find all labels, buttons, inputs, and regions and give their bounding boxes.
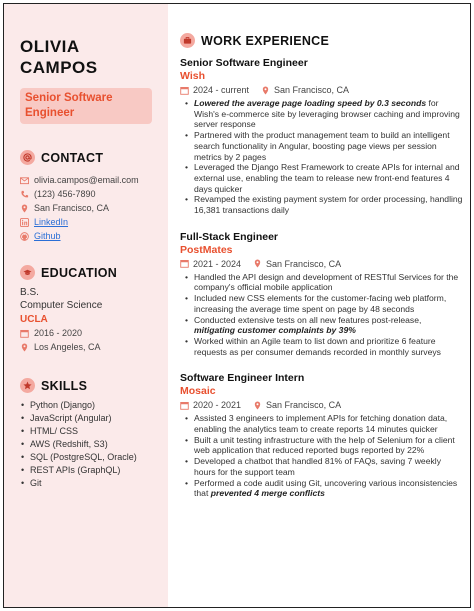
education-header xyxy=(20,265,156,280)
job-title-line1: Senior Software xyxy=(25,92,113,104)
main-column xyxy=(180,33,464,499)
job-bullet xyxy=(180,413,464,434)
contact-location xyxy=(20,201,156,215)
job-bullet xyxy=(180,315,464,336)
bullet-text: Included new CSS elements for the customer-facing web platform, increasing the average time spent on page by 48 seconds xyxy=(194,293,447,314)
github-icon xyxy=(20,232,29,241)
bullet-text: Worked within an Agile team to list down and prioritize 6 feature requests as per consumer demands recorded in monthly surveys xyxy=(194,335,441,357)
job-entry xyxy=(180,57,464,216)
phone-icon xyxy=(20,190,29,199)
bullet-text: for Wish's e-commerce site by leveraging browser caching and improving server response xyxy=(194,98,460,130)
job-bullet xyxy=(180,98,464,130)
skills-header xyxy=(20,378,156,393)
job-location-text: San Francisco, CA xyxy=(266,258,342,269)
job-company: Mosaic xyxy=(180,385,216,398)
pin-icon xyxy=(261,86,270,95)
last-name: CAMPOS xyxy=(20,58,98,77)
contact-email[interactable] xyxy=(20,173,156,187)
school: UCLA xyxy=(20,314,48,325)
job-bullet xyxy=(180,478,464,499)
education-location xyxy=(20,340,156,354)
job-bullet xyxy=(180,293,464,314)
pin-icon xyxy=(20,343,29,352)
contact-linkedin[interactable] xyxy=(20,215,156,229)
bullet-text: Partnered with the product management team to build an intelligent search functionality in Angular, boosting page views per session metrics by 2 pages xyxy=(194,130,450,162)
job-title-line2: Engineer xyxy=(25,107,75,119)
job-role: Full-Stack Engineer xyxy=(180,230,279,243)
job-dates: 2020 - 2021 xyxy=(193,400,242,411)
education-dates-text: 2016 - 2020 xyxy=(34,327,83,338)
skill-item: • REST APIs (GraphQL) xyxy=(20,465,156,478)
github-link[interactable]: Github xyxy=(34,231,61,241)
job-dates: 2024 - current xyxy=(193,85,250,95)
education-block xyxy=(20,286,156,354)
skill-item: • Python (Django) xyxy=(20,400,156,413)
contact-header xyxy=(20,150,156,165)
bullet-text: Revamped the existing payment system for order processing, handling 16,381 transactions daily xyxy=(194,194,463,216)
at-icon xyxy=(20,150,35,165)
calendar-icon xyxy=(180,259,189,268)
contact-github[interactable] xyxy=(20,229,156,243)
job-location-text: San Francisco, CA xyxy=(274,85,350,95)
job-bullet xyxy=(180,456,464,477)
job-dates: 2021 - 2024 xyxy=(193,258,242,269)
bullet-text: Leveraged the Django Rest Framework to create APIs for internal and external use, enabling the team to release new front-end features 4 days quicker xyxy=(194,162,460,194)
pin-icon xyxy=(253,401,262,410)
skill-item: • HTML/ CSS xyxy=(20,426,156,439)
skill-item: • Git xyxy=(20,478,156,491)
education-location-text: Los Angeles, CA xyxy=(34,341,101,352)
graduation-cap-icon xyxy=(20,265,35,280)
education-dates xyxy=(20,326,156,340)
job-bullet xyxy=(180,272,464,293)
skills-heading: SKILLS xyxy=(41,378,88,393)
bullet-text: Developed a chatbot that handled 81% of FAQs, saving 7 weekly hours for the support team xyxy=(194,456,441,477)
linkedin-icon xyxy=(20,218,29,227)
pin-icon xyxy=(253,259,262,268)
job-location xyxy=(253,400,341,410)
resume-page xyxy=(3,3,471,608)
job-company: Wish xyxy=(180,70,205,82)
job-location xyxy=(261,85,349,95)
phone-text: (123) 456-7890 xyxy=(34,189,96,199)
envelope-icon xyxy=(20,176,29,185)
sidebar xyxy=(4,4,168,607)
email-text: olivia.campos@email.com xyxy=(34,175,139,185)
contact-heading: CONTACT xyxy=(41,150,104,165)
star-icon xyxy=(20,378,35,393)
contact-list xyxy=(20,173,156,243)
field: Computer Science xyxy=(20,300,103,311)
bullet-text: Conducted extensive tests on all new features post-release, xyxy=(194,314,422,325)
job-meta xyxy=(180,84,464,96)
bullet-text: Built a unit testing infrastructure with the help of Selenium for a client web application that reduced reported bugs reported by 22% xyxy=(194,434,455,456)
calendar-icon xyxy=(20,329,29,338)
skills-list xyxy=(20,400,156,491)
bullet-text: Performed a code audit using Git, uncovering various inconsistencies that xyxy=(194,477,458,499)
pin-icon xyxy=(20,204,29,213)
job-bullets xyxy=(180,98,464,216)
work-heading: WORK EXPERIENCE xyxy=(201,33,330,48)
job-location-text: San Francisco, CA xyxy=(266,400,342,411)
job-role: Software Engineer Intern xyxy=(180,372,305,385)
job-bullet xyxy=(180,194,464,215)
skill-item: • SQL (PostgreSQL, Oracle) xyxy=(20,452,156,465)
job-title-box xyxy=(20,88,152,124)
calendar-icon xyxy=(180,401,189,410)
calendar-icon xyxy=(180,86,189,95)
bullet-emphasis: mitigating customer complaints by 39% xyxy=(194,325,356,336)
job-bullet xyxy=(180,435,464,456)
skill-item: • JavaScript (Angular) xyxy=(20,413,156,426)
contact-phone[interactable] xyxy=(20,187,156,201)
job-bullets xyxy=(180,272,464,358)
job-meta xyxy=(180,399,464,411)
job-bullets xyxy=(180,413,464,499)
bullet-text: Handled the API design and development of RESTful Services for the company's official mobile application xyxy=(194,271,459,293)
job-location xyxy=(253,259,341,269)
bullet-emphasis: prevented 4 merge conflicts xyxy=(210,488,325,499)
briefcase-icon xyxy=(180,33,195,48)
job-entry xyxy=(180,231,464,358)
bullet-emphasis: Lowered the average page loading speed by 0.3 seconds xyxy=(194,98,427,108)
job-company: PostMates xyxy=(180,243,233,256)
degree: B.S. xyxy=(20,287,39,298)
linkedin-link[interactable]: LinkedIn xyxy=(34,217,69,227)
job-bullet xyxy=(180,130,464,162)
job-meta xyxy=(180,258,464,270)
bullet-text: Assisted 3 engineers to implement APIs for fetching donation data, enabling the analytics team to create reports 14 minutes quicker xyxy=(194,413,448,435)
education-heading: EDUCATION xyxy=(41,265,118,280)
work-header xyxy=(180,33,464,48)
job-entry xyxy=(180,372,464,499)
job-bullet xyxy=(180,162,464,194)
skill-item: • AWS (Redshift, S3) xyxy=(20,439,156,452)
location-text: San Francisco, CA xyxy=(34,203,110,213)
job-bullet xyxy=(180,336,464,357)
first-name: OLIVIA xyxy=(20,37,80,56)
job-role: Senior Software Engineer xyxy=(180,57,308,69)
